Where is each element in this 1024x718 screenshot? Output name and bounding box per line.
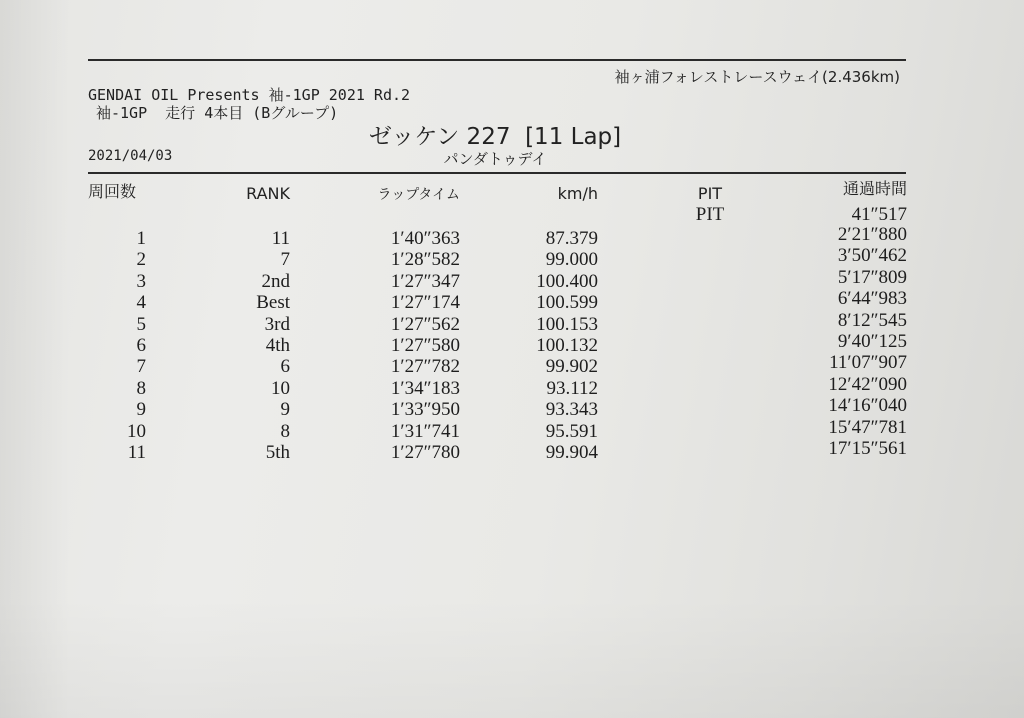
- lap-speed: 100.599: [536, 292, 598, 313]
- pit-marker: PIT: [695, 204, 725, 225]
- column-header-passing-time: 通過時間: [842, 179, 907, 198]
- lap-speed: 99.902: [545, 356, 598, 377]
- lap-time: 1′27″174: [390, 292, 460, 313]
- lap-time: 1′27″782: [390, 356, 460, 377]
- paper-shadow-bottom: [0, 598, 1024, 718]
- lap-passing-time: 14′16″040: [828, 395, 907, 416]
- car-number-title: ゼッケン 227 [11 Lap]: [368, 124, 622, 150]
- lap-passing-time: 8′12″545: [837, 310, 907, 331]
- top-rule: [88, 59, 906, 61]
- lap-rank: 4th: [265, 335, 290, 356]
- lap-rank: 11: [271, 228, 290, 249]
- lap-time: 1′27″562: [390, 314, 460, 335]
- column-header-speed: km/h: [557, 184, 598, 203]
- lap-time: 1′28″582: [390, 249, 460, 270]
- lap-speed: 99.000: [545, 249, 598, 270]
- lap-time: 1′27″347: [390, 271, 460, 292]
- lap-passing-time: 11′07″907: [829, 352, 907, 373]
- lap-time: 1′40″363: [390, 228, 460, 249]
- lap-rank: 5th: [265, 442, 290, 463]
- lap-number: 9: [136, 399, 146, 420]
- lap-rank: 9: [280, 399, 290, 420]
- lap-passing-time: 12′42″090: [828, 374, 907, 395]
- lap-number: 3: [136, 271, 146, 292]
- lap-rank: 8: [280, 421, 290, 442]
- lap-passing-time: 2′21″880: [837, 224, 907, 245]
- lap-number: 1: [136, 228, 146, 249]
- lap-speed: 95.591: [545, 421, 598, 442]
- lap-passing-time: 9′40″125: [837, 331, 907, 352]
- lap-speed: 93.343: [545, 399, 598, 420]
- lap-speed: 99.904: [545, 442, 598, 463]
- lap-time: 1′34″183: [390, 378, 460, 399]
- lap-rank: 2nd: [261, 271, 290, 292]
- lap-rank: 6: [280, 356, 290, 377]
- lap-number: 5: [136, 314, 146, 335]
- session-date: 2021/04/03: [88, 148, 173, 164]
- lap-row: [0, 438, 1024, 463]
- pit-passing-time: 41″517: [851, 204, 907, 225]
- lap-number: 11: [127, 442, 146, 463]
- venue-label: 袖ヶ浦フォレストレースウェイ(2.436km): [614, 68, 900, 86]
- lap-passing-time: 3′50″462: [837, 245, 907, 266]
- driver-name: パンダトゥデイ: [443, 150, 547, 168]
- lap-rank: 3rd: [264, 314, 290, 335]
- lap-passing-time: 15′47″781: [828, 417, 907, 438]
- pit-row: [0, 204, 1024, 225]
- lap-rank: 7: [280, 249, 290, 270]
- lap-passing-time: 5′17″809: [837, 267, 907, 288]
- lap-time: 1′33″950: [390, 399, 460, 420]
- header-rule: [88, 172, 906, 174]
- event-subtitle: 袖-1GP 走行 4本目 (Bグループ): [96, 104, 339, 122]
- lap-number: 10: [127, 421, 146, 442]
- lap-time: 1′27″580: [390, 335, 460, 356]
- lap-speed: 100.153: [536, 314, 598, 335]
- column-header-lap: 周回数: [88, 182, 137, 201]
- lap-speed: 100.132: [536, 335, 598, 356]
- lap-speed: 100.400: [536, 271, 598, 292]
- lap-number: 7: [136, 356, 146, 377]
- lap-passing-time: 17′15″561: [828, 438, 907, 459]
- lap-rank: 10: [271, 378, 290, 399]
- event-title: GENDAI OIL Presents 袖-1GP 2021 Rd.2: [88, 86, 411, 104]
- lap-number: 6: [136, 335, 146, 356]
- lap-speed: 87.379: [545, 228, 598, 249]
- column-header-rank: RANK: [246, 184, 290, 203]
- lap-number: 2: [136, 249, 146, 270]
- lap-number: 8: [136, 378, 146, 399]
- column-header-lap-time: ラップタイム: [377, 187, 460, 203]
- column-header-pit: PIT: [697, 184, 723, 203]
- lap-number: 4: [136, 292, 146, 313]
- lap-time: 1′27″780: [390, 442, 460, 463]
- lap-passing-time: 6′44″983: [837, 288, 907, 309]
- lap-time: 1′31″741: [390, 421, 460, 442]
- lap-speed: 93.112: [546, 378, 598, 399]
- lap-rank: Best: [256, 292, 290, 313]
